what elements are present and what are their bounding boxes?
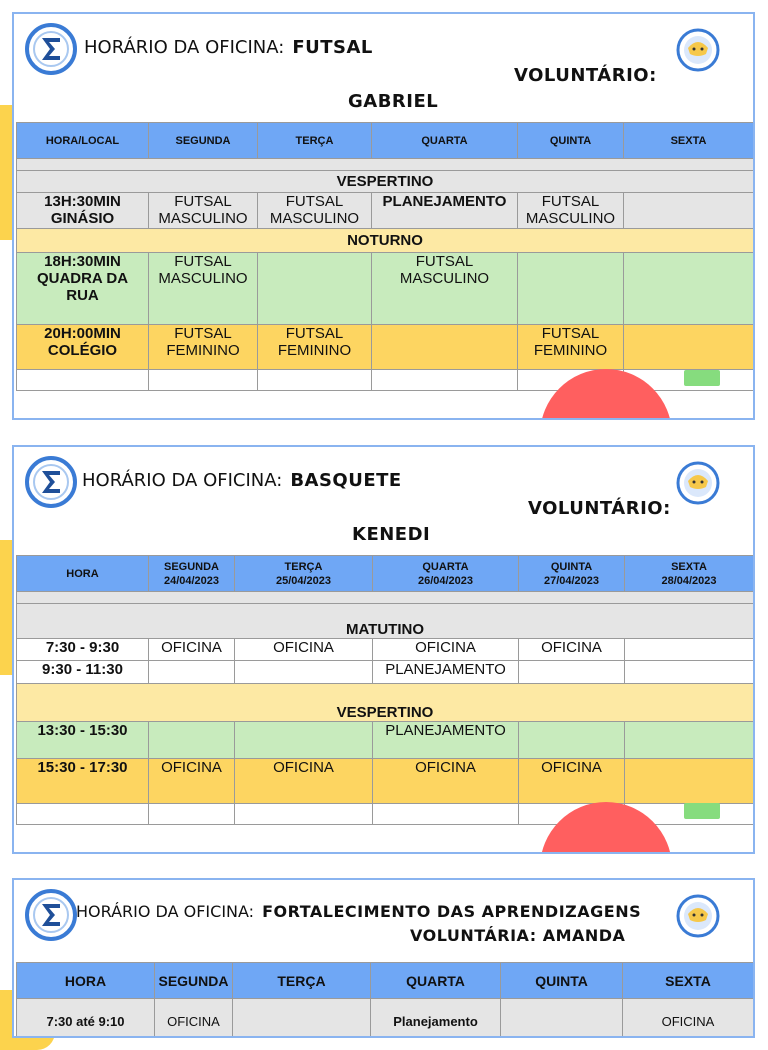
cell-quarta: Planejamento bbox=[371, 999, 501, 1039]
cell-segunda bbox=[149, 722, 235, 759]
cell-quinta bbox=[519, 661, 625, 684]
institution-logo bbox=[24, 22, 78, 76]
schedule-table bbox=[16, 122, 754, 391]
table-row bbox=[17, 722, 754, 759]
time-cell: 15:30 - 17:30 bbox=[17, 759, 149, 804]
workshop-name: FORTALECIMENTO DAS APRENDIZAGENS bbox=[262, 902, 642, 921]
table-row bbox=[17, 999, 754, 1039]
spacer-row bbox=[17, 159, 754, 171]
institution-logo bbox=[24, 455, 78, 509]
time-cell: 13:30 - 15:30 bbox=[17, 722, 149, 759]
table-row bbox=[17, 193, 754, 229]
col-header-segunda: SEGUNDA bbox=[149, 123, 258, 159]
volunteer-label: VOLUNTÁRIO: bbox=[528, 498, 671, 519]
cell-sexta: OFICINA bbox=[623, 999, 754, 1039]
cell-terca bbox=[235, 722, 373, 759]
col-header-quarta: QUARTA bbox=[371, 963, 501, 999]
time-cell: 20H:00MIN COLÉGIO bbox=[17, 325, 149, 370]
cell-segunda: FUTSAL FEMININO bbox=[149, 325, 258, 370]
period-label: MATUTINO bbox=[17, 604, 754, 639]
period-label: NOTURNO bbox=[17, 229, 754, 253]
table-row bbox=[17, 759, 754, 804]
cell-segunda: OFICINA bbox=[149, 759, 235, 804]
cell-segunda: FUTSAL MASCULINO bbox=[149, 193, 258, 229]
cell-sexta bbox=[625, 661, 754, 684]
volunteer-avatar-icon bbox=[676, 461, 720, 505]
volunteer-name: KENEDI bbox=[352, 524, 431, 545]
cell-quarta: PLANEJAMENTO bbox=[373, 661, 519, 684]
schedule-card-basquete bbox=[12, 445, 755, 854]
workshop-name: BASQUETE bbox=[290, 470, 402, 491]
cell-quarta bbox=[372, 325, 518, 370]
cell-quinta bbox=[501, 999, 623, 1039]
volunteer-label: VOLUNTÁRIO: bbox=[514, 65, 657, 86]
col-header-terca: TERÇA bbox=[233, 963, 371, 999]
cell-sexta bbox=[625, 759, 754, 804]
volunteer-name: GABRIEL bbox=[348, 91, 439, 112]
title-line bbox=[82, 470, 402, 491]
cell-quarta: PLANEJAMENTO bbox=[373, 722, 519, 759]
col-header-terca: TERÇA bbox=[258, 123, 372, 159]
cell-quarta: OFICINA bbox=[373, 639, 519, 661]
decor-green-shape bbox=[684, 803, 720, 819]
col-header-hora: HORA/LOCAL bbox=[17, 123, 149, 159]
cell-segunda: OFICINA bbox=[149, 639, 235, 661]
volunteer-avatar-icon bbox=[676, 894, 720, 938]
col-header-segunda: SEGUNDA bbox=[155, 963, 233, 999]
cell-segunda: OFICINA bbox=[155, 999, 233, 1039]
cell-quarta: OFICINA bbox=[373, 759, 519, 804]
col-header-segunda: SEGUNDA 24/04/2023 bbox=[149, 556, 235, 592]
cell-quarta: FUTSAL MASCULINO bbox=[372, 253, 518, 325]
col-header-sexta: SEXTA 28/04/2023 bbox=[625, 556, 754, 592]
cell-sexta bbox=[625, 722, 754, 759]
title-label: HORÁRIO DA OFICINA: bbox=[84, 37, 285, 58]
schedule-card-futsal bbox=[12, 12, 755, 420]
schedule-card-fortalecimento bbox=[12, 878, 755, 1038]
cell-sexta bbox=[625, 639, 754, 661]
cell-quinta bbox=[518, 253, 624, 325]
decor-green-shape bbox=[684, 370, 720, 386]
title-line bbox=[84, 37, 373, 58]
period-label: VESPERTINO bbox=[17, 171, 754, 193]
title-line bbox=[76, 902, 641, 921]
volunteer-line: VOLUNTÁRIA: AMANDA bbox=[410, 926, 626, 945]
volunteer-avatar-icon bbox=[676, 28, 720, 72]
cell-quinta bbox=[519, 722, 625, 759]
spacer-row bbox=[17, 592, 754, 604]
cell-quinta: FUTSAL FEMININO bbox=[518, 325, 624, 370]
workshop-name: FUTSAL bbox=[292, 37, 373, 58]
col-header-quinta: QUINTA bbox=[518, 123, 624, 159]
time-cell: 13H:30MIN GINÁSIO bbox=[17, 193, 149, 229]
col-header-hora: HORA bbox=[17, 556, 149, 592]
time-cell: 9:30 - 11:30 bbox=[17, 661, 149, 684]
cell-terca bbox=[233, 999, 371, 1039]
table-row bbox=[17, 253, 754, 325]
institution-logo bbox=[24, 888, 78, 942]
col-header-hora: HORA bbox=[17, 963, 155, 999]
col-header-sexta: SEXTA bbox=[624, 123, 754, 159]
time-cell: 18H:30MIN QUADRA DA RUA bbox=[17, 253, 149, 325]
table-row bbox=[17, 661, 754, 684]
cell-segunda bbox=[149, 661, 235, 684]
cell-quinta: FUTSAL MASCULINO bbox=[518, 193, 624, 229]
col-header-quarta: QUARTA 26/04/2023 bbox=[373, 556, 519, 592]
col-header-quinta: QUINTA 27/04/2023 bbox=[519, 556, 625, 592]
cell-terca: OFICINA bbox=[235, 639, 373, 661]
table-row bbox=[17, 639, 754, 661]
cell-terca bbox=[258, 253, 372, 325]
cell-quarta: PLANEJAMENTO bbox=[372, 193, 518, 229]
title-label: HORÁRIO DA OFICINA: bbox=[76, 902, 255, 921]
cell-terca bbox=[235, 661, 373, 684]
schedule-table bbox=[16, 555, 754, 825]
col-header-sexta: SEXTA bbox=[623, 963, 754, 999]
time-cell: 7:30 até 9:10 bbox=[17, 999, 155, 1039]
cell-segunda: FUTSAL MASCULINO bbox=[149, 253, 258, 325]
cell-terca: OFICINA bbox=[235, 759, 373, 804]
cell-quinta: OFICINA bbox=[519, 759, 625, 804]
schedule-table bbox=[16, 962, 754, 1038]
cell-terca: FUTSAL FEMININO bbox=[258, 325, 372, 370]
col-header-terca: TERÇA 25/04/2023 bbox=[235, 556, 373, 592]
cell-quinta: OFICINA bbox=[519, 639, 625, 661]
col-header-quinta: QUINTA bbox=[501, 963, 623, 999]
period-label: VESPERTINO bbox=[17, 684, 754, 722]
title-label: HORÁRIO DA OFICINA: bbox=[82, 470, 283, 491]
cell-terca: FUTSAL MASCULINO bbox=[258, 193, 372, 229]
cell-sexta bbox=[624, 325, 754, 370]
cell-sexta bbox=[624, 193, 754, 229]
cell-sexta bbox=[624, 253, 754, 325]
time-cell: 7:30 - 9:30 bbox=[17, 639, 149, 661]
table-row bbox=[17, 325, 754, 370]
col-header-quarta: QUARTA bbox=[372, 123, 518, 159]
